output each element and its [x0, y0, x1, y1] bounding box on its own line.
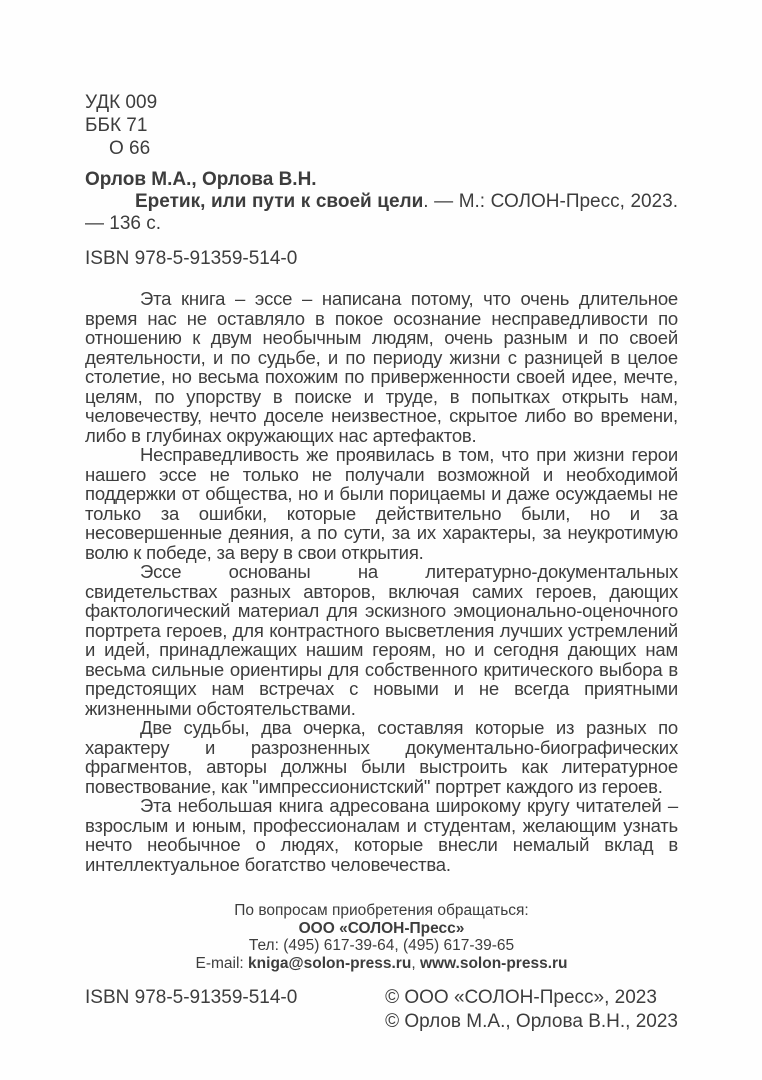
email-label: E-mail: [195, 954, 249, 972]
footer [85, 986, 678, 1034]
annotation-paragraph: Эта книга – эссе – написана потому, что очень длительное время нас не оставляло в покое осознание несправедливости по отношению к двум необычным людям, очень разным и по своей деятельности, и по судьбе, и по периоду жизни с разницей в целое столетие, но весьма похожим по приверженности своей идее, мечте, целям, по упорству в поиске и труде, в попытках открыть нам, человечеству, нечто доселе неизвестное, скрытое либо во времени, либо в глубинах окружающих нас артефактов. [85, 288, 678, 446]
isbn-line: ISBN 978-5-91359-514-0 [85, 248, 298, 269]
copyright-authors: © Орлов М.А., Орлова В.Н., 2023 [385, 1011, 678, 1032]
email-address: kniga@solon-press.ru [248, 954, 412, 972]
annotation-block [85, 289, 678, 874]
annotation-paragraph: Эта небольшая книга адресована широкому кругу читателей – взрослым и юным, профессионалам и студентам, желающим узнать нечто необычное о людях, которые внесли немалый вклад в интеллектуальное богатство человечества. [85, 795, 678, 875]
website-address: www.solon-press.ru [419, 954, 568, 972]
bibliographic-entry [85, 169, 678, 235]
annotation-paragraph: Две судьбы, два очерка, составляя которые из разных по характеру и разрозненных документально-биографических фрагментов, авторы должны были выстроить как литературное повествование, как "импрессионистский" портрет каждого из героев. [85, 717, 678, 797]
bbk-code: ББК 71 [85, 115, 148, 136]
authors-line: Орлов М.А., Орлова В.Н. [85, 169, 317, 190]
contact-phone: Тел: (495) 617-39-64, (495) 617-39-65 [248, 937, 515, 954]
copyright-publisher: © ООО «СОЛОН-Пресс», 2023 [385, 987, 657, 1008]
book-title: Еретик, или пути к своей цели [135, 191, 424, 212]
imprint-info: . — М.: СОЛОН-Пресс, 2023. — 136 с. [85, 191, 679, 234]
contact-email-line [85, 955, 678, 973]
author-sign-code: О 66 [109, 138, 151, 159]
footer-isbn: ISBN 978-5-91359-514-0 [85, 987, 298, 1008]
classification-codes [85, 91, 678, 160]
contact-heading: По вопросам приобретения обращаться: [234, 902, 529, 919]
title-line [85, 191, 678, 235]
publisher-contact-block [85, 902, 678, 972]
publisher-name: ООО «СОЛОН-Пресс» [298, 919, 465, 937]
annotation-paragraph: Несправедливость же проявилась в том, что при жизни герои нашего эссе не только не получали возможной и необходимой поддержки от общества, но и были порицаемы и даже осуждаемы не только за ошибки, которые действительно были, но и за несовершенные деяния, а по сути, за их характеры, за неукротимую волю к победе, за веру в свои открытия. [85, 444, 678, 563]
contact-separator: , [411, 954, 420, 972]
udk-code: УДК 009 [85, 92, 158, 113]
annotation-paragraph: Эссе основаны на литературно-документальных свидетельствах разных авторов, включая самих героев, дающих фактологический материал для эскизного эмоционально-оценочного портрета героев, для контрастного высветления лучших устремлений и идей, принадлежащих нашим героям, но и сегодня дающих нам весьма сильные ориентиры для собственного критического выбора в предстоящих нам встречах с новыми и не всегда приятными жизненными обстоятельствами. [85, 561, 678, 719]
copyright-block [385, 986, 678, 1034]
